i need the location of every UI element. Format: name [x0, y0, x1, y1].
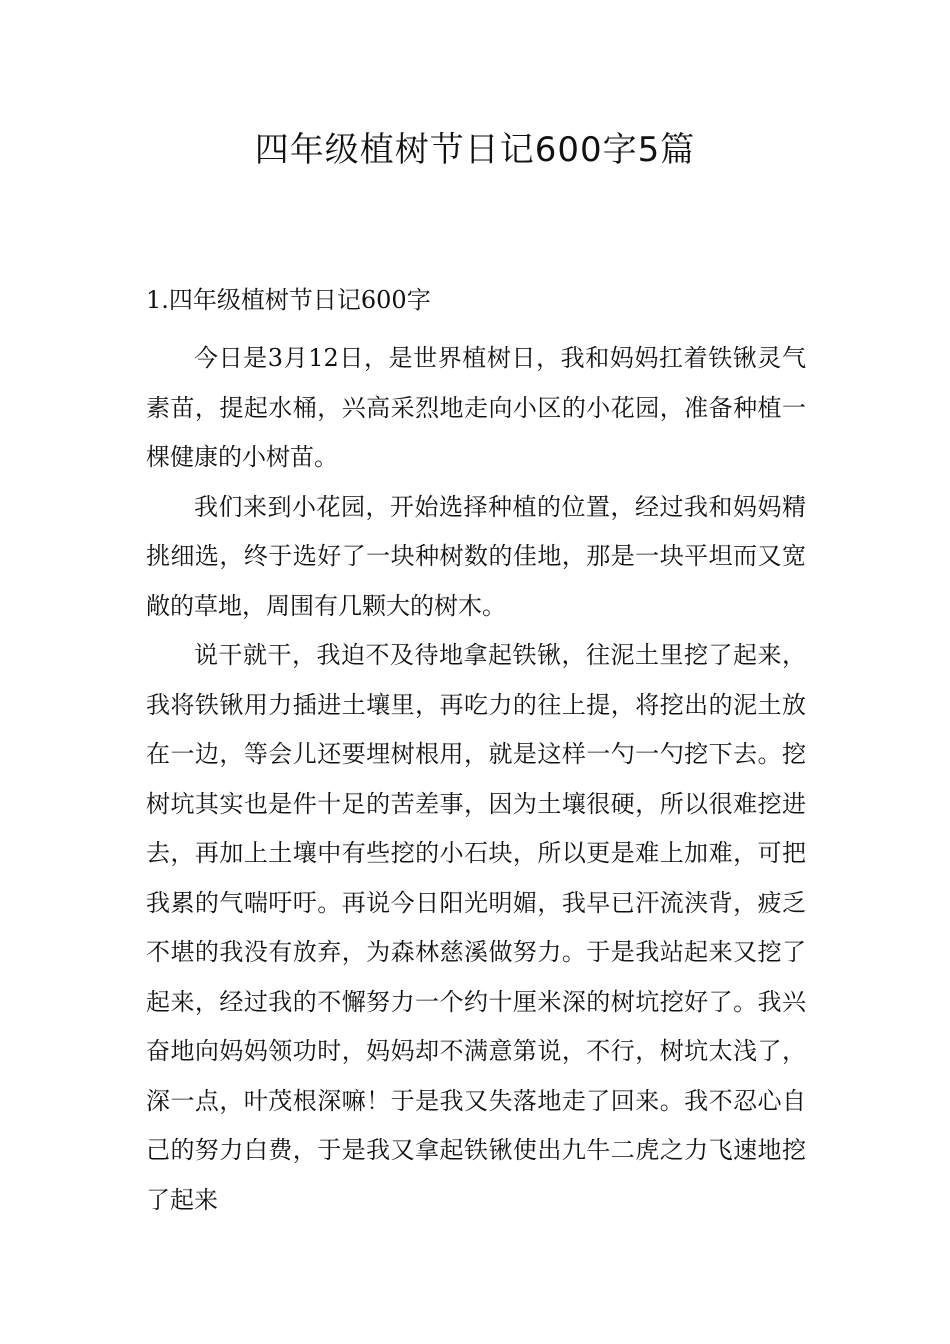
document-body	[146, 282, 806, 1225]
paragraph-2: 我们来到小花园，开始选择种植的位置，经过我和妈妈精挑细选，终于选好了一块种树数的佳地，那是一块平坦而又宽敞的草地，周围有几颗大的树木。	[146, 492, 806, 620]
section-heading: 1.四年级植树节日记600字	[146, 286, 431, 314]
paragraph-3: 说干就干，我迫不及待地拿起铁锹，往泥土里挖了起来，我将铁锹用力插进土壤里，再吃力的往上提，将挖出的泥土放在一边，等会儿还要埋树根用，就是这样一勺一勺挖下去。挖树坑其实也是件十足的苦差事，因为土壤很硬，所以很难挖进去，再加上土壤中有些挖的小石块，所以更是难上加难，可把我累的气喘吁吁。再说今日阳光明媚，我早已汗流浃背，疲乏不堪的我没有放弃，为森林慈溪做努力。于是我站起来又挖了起来，经过我的不懈努力一个约十厘米深的树坑挖好了。我兴奋地向妈妈领功时，妈妈却不满意第说，不行，树坑太浅了，深一点，叶茂根深嘛！于是我又失落地走了回来。我不忍心自己的努力白费，于是我又拿起铁锹使出九牛二虎之力飞速地挖了起来	[146, 641, 806, 1214]
document-title: 四年级植树节日记600字5篇	[254, 130, 696, 170]
paragraph-1: 今日是3月12日，是世界植树日，我和妈妈扛着铁锹灵气素苗，提起水桶，兴高采烈地走向小区的小花园，准备种植一棵健康的小树苗。	[146, 344, 806, 471]
